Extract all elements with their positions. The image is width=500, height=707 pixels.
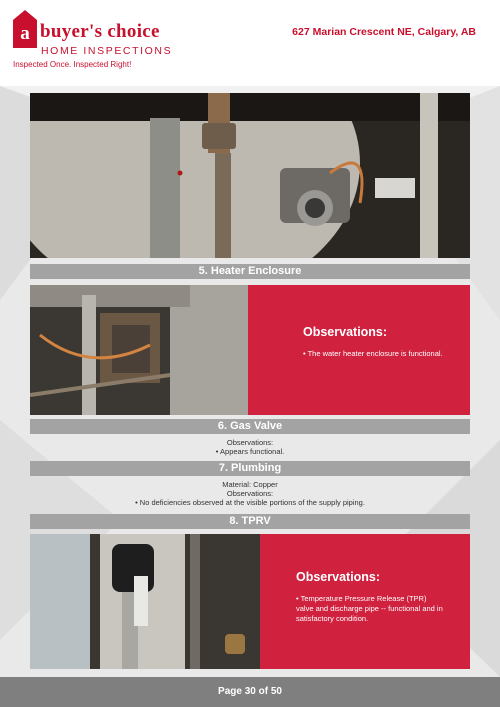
- logo-subtitle: HOME INSPECTIONS: [41, 45, 173, 57]
- page-footer: [0, 677, 500, 707]
- material-text: Material: Copper: [222, 480, 278, 489]
- section-title-heater-enclosure: 5. Heater Enclosure: [30, 264, 470, 279]
- section-title-gas-valve: 6. Gas Valve: [30, 419, 470, 434]
- water-heater-photo: [30, 93, 470, 258]
- logo-name: buyer's choice: [40, 21, 160, 42]
- observations-heading: Observations:: [296, 570, 381, 584]
- property-address: 627 Marian Crescent NE, Calgary, AB: [292, 26, 476, 38]
- plumbing-observations: [30, 480, 470, 507]
- heater-enclosure-photo: [30, 285, 248, 415]
- gas-valve-observations: [30, 438, 470, 456]
- observations-text: • Appears functional.: [215, 447, 285, 456]
- logo-tagline: Inspected Once. Inspected Right!: [13, 60, 132, 69]
- logo-mark: a: [13, 20, 37, 48]
- section-title-plumbing: 7. Plumbing: [30, 461, 470, 476]
- observations-text: • No deficiencies observed at the visible portions of the supply piping.: [135, 498, 365, 507]
- tprv-observations: [260, 534, 470, 669]
- section-title-tprv: 8. TPRV: [30, 514, 470, 529]
- observations-heading: Observations:: [303, 325, 388, 339]
- observations-text: • Temperature Pressure Release (TPR) valve and discharge pipe -- functional and in satisfactory condition.: [296, 594, 443, 623]
- observations-text: • The water heater enclosure is functional.: [303, 349, 443, 358]
- observations-label: Observations:: [226, 438, 274, 447]
- tprv-photo: [30, 534, 260, 669]
- heater-enclosure-observations: [248, 285, 470, 415]
- page-header: [0, 0, 500, 86]
- page-number: Page 30 of 50: [218, 686, 282, 697]
- observations-label: Observations:: [226, 489, 274, 498]
